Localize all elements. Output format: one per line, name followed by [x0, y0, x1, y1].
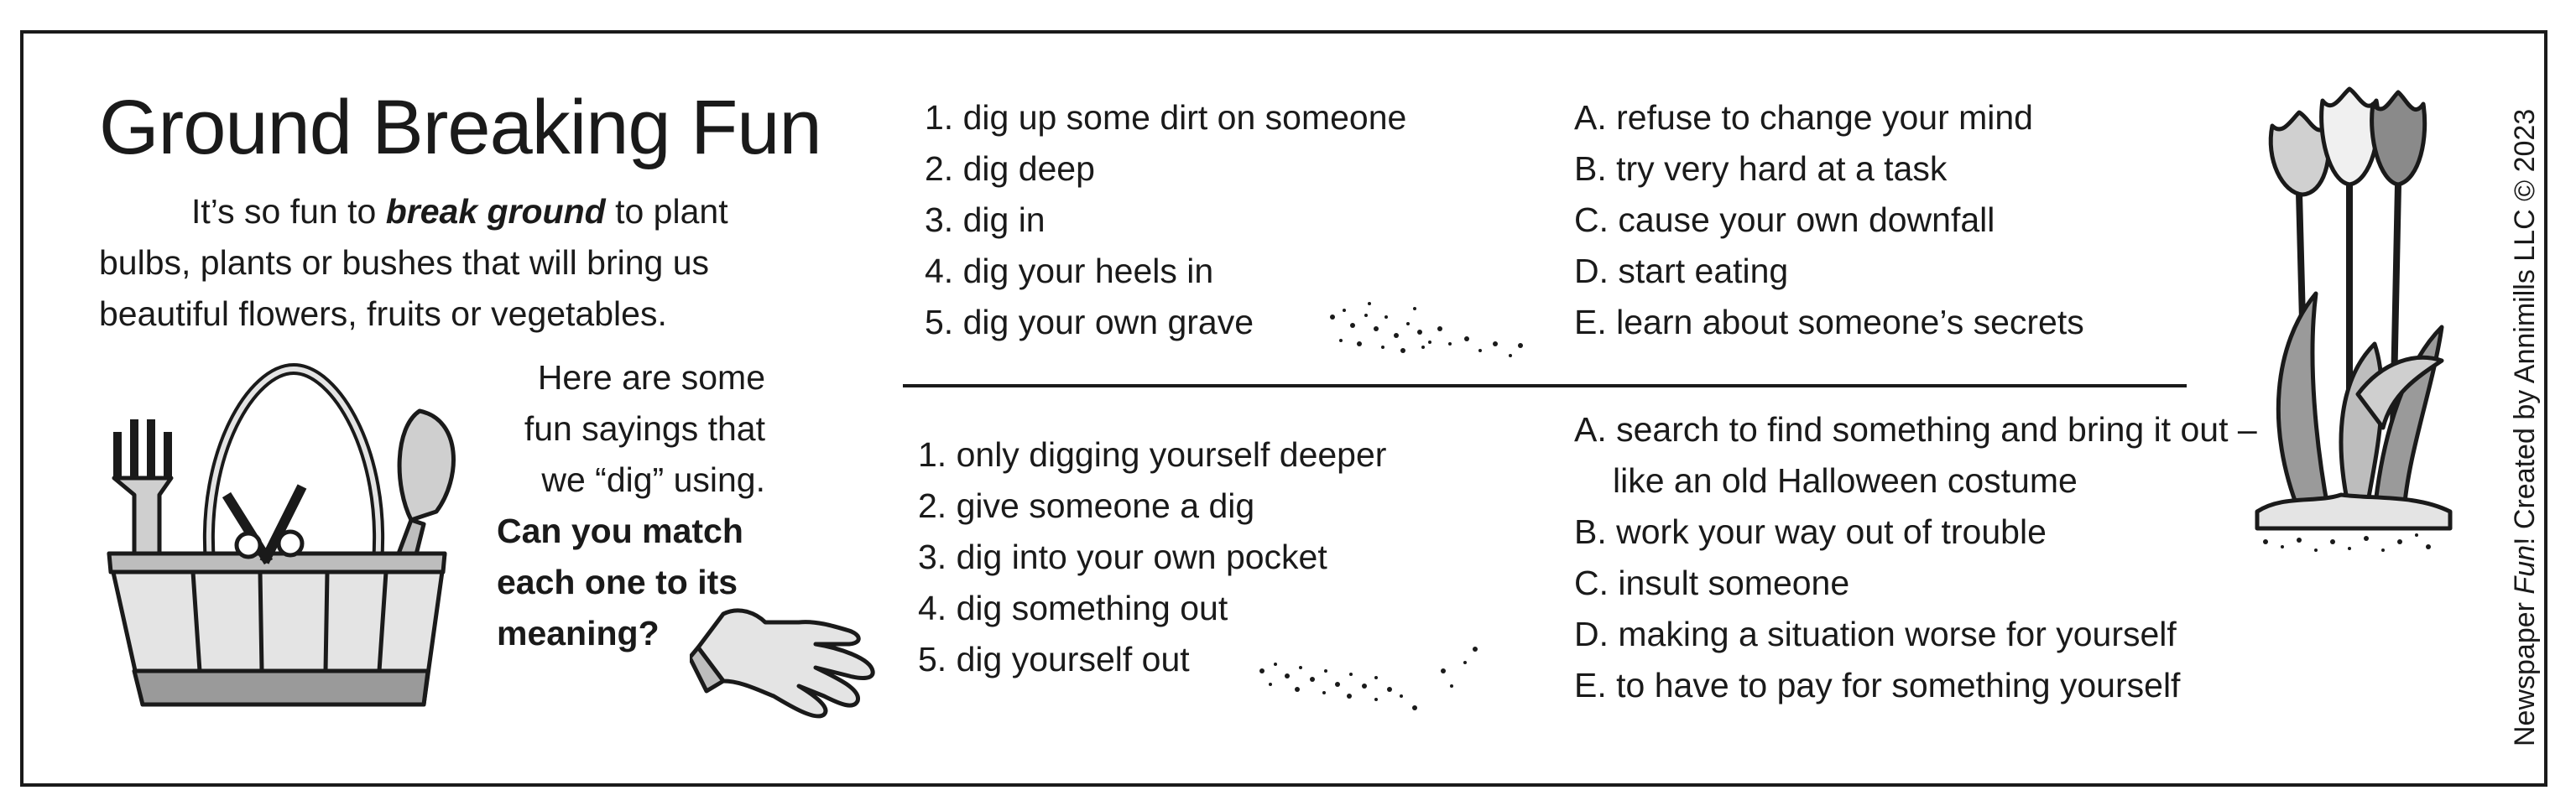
saying-item: 3. dig into your own pocket: [918, 538, 1327, 576]
saying-item: 4. dig something out: [918, 589, 1228, 627]
meaning-item: D. start eating: [1574, 252, 1789, 290]
meaning-item: B. try very hard at a task: [1574, 149, 1948, 188]
meaning-item: A. search to find something and bring it out –: [1574, 410, 2257, 449]
dirt-specks-icon: [1316, 292, 1534, 367]
tulips-icon: [2249, 75, 2467, 562]
intro-rest: to plant bulbs, plants or bushes that will bring us beautiful flowers, fruits or vegetables.: [99, 192, 728, 333]
meaning-item: A. refuse to change your mind: [1574, 98, 2033, 137]
meaning-item: C. insult someone: [1574, 564, 1850, 602]
meaning-item: D. making a situation worse for yourself: [1574, 615, 2177, 653]
saying-item: 4. dig your heels in: [925, 252, 1214, 290]
set1-meanings: [1574, 92, 2084, 348]
credit-line: Newspaper Fun! Created by Annimills LLC © 2023: [2509, 108, 2541, 746]
garden-glove-icon: [690, 597, 883, 723]
saying-item: 5. dig yourself out: [918, 640, 1190, 678]
section-divider: [903, 384, 2187, 387]
intro-emphasis: break ground: [385, 192, 606, 231]
saying-item: 1. dig up some dirt on someone: [925, 98, 1407, 137]
meaning-item: C. cause your own downfall: [1574, 200, 1995, 239]
saying-item: 3. dig in: [925, 200, 1046, 239]
garden-tote-icon: [84, 352, 470, 721]
puzzle-title: Ground Breaking Fun: [99, 85, 821, 170]
meaning-item: E. learn about someone’s secrets: [1574, 303, 2084, 341]
meaning-item: B. work your way out of trouble: [1574, 512, 2047, 551]
instructions-text: Here are some fun sayings that we “dig” using.: [524, 358, 765, 499]
intro-paragraph: [99, 186, 762, 340]
set2-meanings: [1574, 404, 2257, 711]
instructions-question: Can you match each one to its meaning?: [497, 512, 743, 652]
meaning-continuation: like an old Halloween costume: [1613, 461, 2078, 500]
saying-item: 5. dig your own grave: [925, 303, 1254, 341]
meaning-item: E. to have to pay for something yourself: [1574, 666, 2181, 704]
saying-item: 1. only digging yourself deeper: [918, 435, 1387, 474]
intro-lead: It’s so fun to: [191, 192, 386, 231]
saying-item: 2. give someone a dig: [918, 486, 1255, 525]
saying-item: 2. dig deep: [925, 149, 1095, 188]
dirt-specks-icon: [1250, 637, 1502, 721]
